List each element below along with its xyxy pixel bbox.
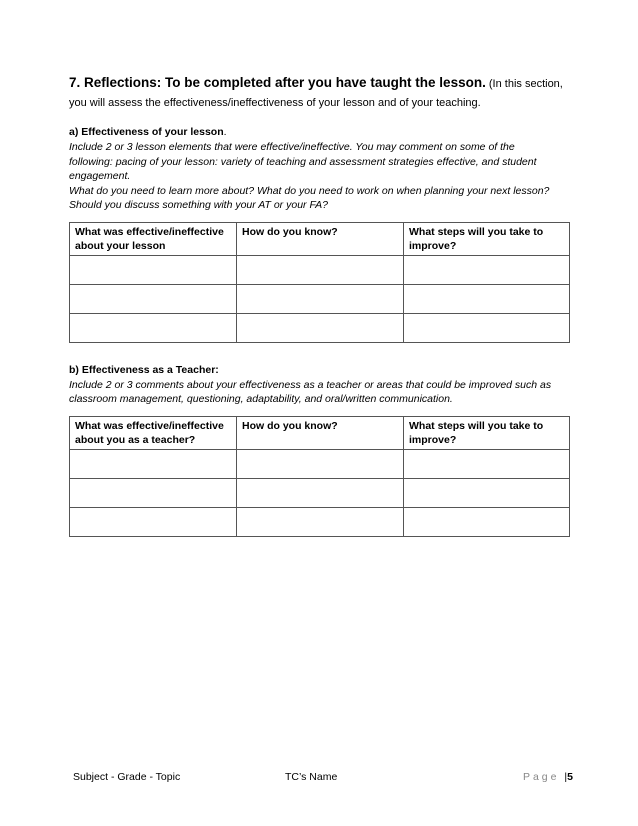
table-cell[interactable] bbox=[404, 255, 570, 284]
table-row bbox=[70, 255, 570, 284]
page-footer bbox=[73, 771, 573, 787]
footer-page-word: Page bbox=[522, 771, 560, 783]
table-cell[interactable] bbox=[404, 284, 570, 313]
table-row bbox=[70, 507, 570, 536]
table-cell[interactable] bbox=[70, 255, 237, 284]
header-effective-teacher: What was effective/ineffective about you as a teacher? bbox=[70, 416, 237, 449]
reflections-heading-title: 7. Reflections: To be completed after you have taught the lesson. bbox=[69, 75, 486, 90]
reflections-intro: you will assess the effectiveness/ineffectiveness of your lesson and of your teaching. bbox=[69, 97, 481, 109]
section-a-title bbox=[69, 125, 569, 140]
table-header-row bbox=[70, 222, 570, 255]
table-cell[interactable] bbox=[70, 449, 237, 478]
table-header-row bbox=[70, 416, 570, 449]
table-cell[interactable] bbox=[237, 284, 404, 313]
lesson-effectiveness-table bbox=[69, 222, 570, 343]
teacher-effectiveness-table bbox=[69, 416, 570, 537]
header-steps-improve: What steps will you take to improve? bbox=[404, 222, 570, 255]
section-a bbox=[69, 125, 569, 343]
table-cell[interactable] bbox=[70, 478, 237, 507]
table-row bbox=[70, 449, 570, 478]
reflections-heading bbox=[69, 74, 569, 93]
footer-separator: | bbox=[564, 771, 568, 783]
section-a-title-end: . bbox=[223, 126, 227, 138]
table-row bbox=[70, 284, 570, 313]
section-b-instruction-1: Include 2 or 3 comments about your effectiveness as a teacher or areas that could be improved such as bbox=[69, 378, 552, 391]
header-how-know: How do you know? bbox=[237, 222, 404, 255]
footer-page-indicator bbox=[523, 771, 573, 783]
table-cell[interactable] bbox=[237, 507, 404, 536]
table-cell[interactable] bbox=[70, 284, 237, 313]
table-cell[interactable] bbox=[237, 478, 404, 507]
section-a-instruction-4: What do you need to learn more about? What do you need to work on when planning your next lesson? bbox=[69, 184, 550, 197]
header-how-know: How do you know? bbox=[237, 416, 404, 449]
header-effective-lesson: What was effective/ineffective about your lesson bbox=[70, 222, 237, 255]
table-cell[interactable] bbox=[70, 507, 237, 536]
reflections-heading-note: (In this section, bbox=[485, 78, 563, 90]
table-cell[interactable] bbox=[404, 507, 570, 536]
table-cell[interactable] bbox=[404, 313, 570, 342]
footer-tc-name: TC’s Name bbox=[285, 771, 338, 783]
section-a-title-text: a) Effectiveness of your lesson bbox=[69, 126, 224, 138]
table-cell[interactable] bbox=[404, 478, 570, 507]
section-b-title: b) Effectiveness as a Teacher: bbox=[69, 363, 219, 376]
header-steps-improve: What steps will you take to improve? bbox=[404, 416, 570, 449]
footer-page-number: 5 bbox=[567, 771, 573, 783]
table-row bbox=[70, 478, 570, 507]
section-b-instruction-2: classroom management, questioning, adaptability, and oral/written communication. bbox=[69, 393, 453, 405]
table-row bbox=[70, 313, 570, 342]
section-a-instruction-1: Include 2 or 3 lesson elements that were effective/ineffective. You may comment on some of the bbox=[69, 141, 515, 153]
footer-subject-grade-topic: Subject - Grade - Topic bbox=[73, 771, 181, 783]
table-cell[interactable] bbox=[237, 255, 404, 284]
table-cell[interactable] bbox=[70, 313, 237, 342]
section-a-instruction-5: Should you discuss something with your AT or your FA? bbox=[69, 199, 328, 211]
table-cell[interactable] bbox=[404, 449, 570, 478]
section-b bbox=[69, 363, 569, 537]
page-content bbox=[69, 74, 569, 537]
section-a-instruction-3: engagement. bbox=[69, 170, 131, 182]
table-cell[interactable] bbox=[237, 449, 404, 478]
section-a-instruction-2: following: pacing of your lesson: variety of teaching and assessment strategies effective, and student bbox=[69, 155, 537, 168]
table-cell[interactable] bbox=[237, 313, 404, 342]
